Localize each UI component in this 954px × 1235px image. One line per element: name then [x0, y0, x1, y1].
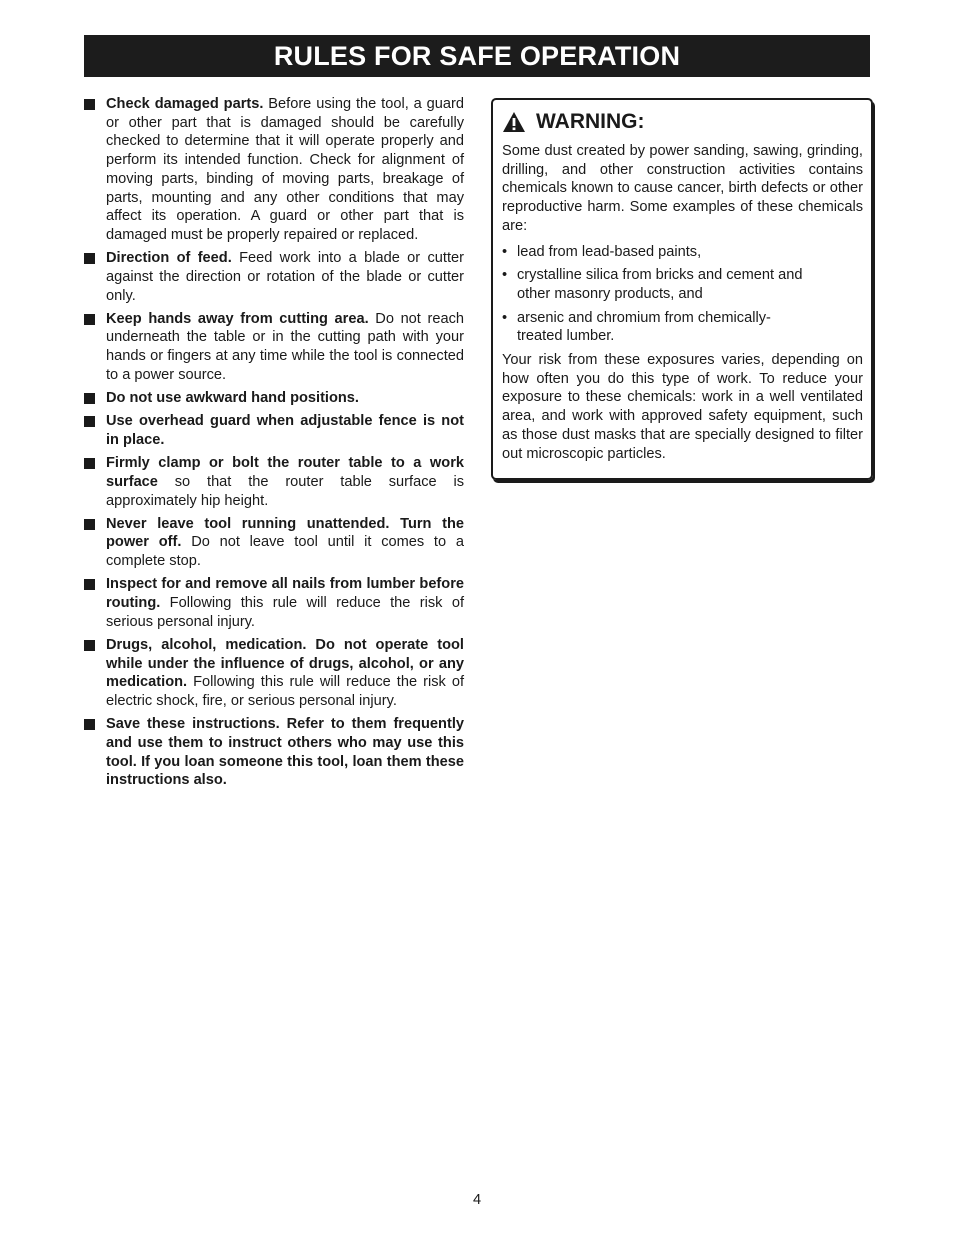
rule-lead: Check damaged parts. [106, 96, 264, 112]
warning-box [491, 98, 873, 480]
bullet-dot-icon: • [502, 309, 508, 326]
page-title: RULES FOR SAFE OPERATION [273, 40, 681, 71]
rule-lead: Do not use awkward hand positions. [106, 390, 359, 407]
square-bullet-icon [84, 640, 95, 651]
warning-list-item [502, 309, 863, 346]
rule-text [106, 636, 464, 711]
rule-body: Following this rule will reduce the risk of serious personal injury. [106, 595, 464, 630]
rule-item [84, 412, 464, 449]
square-bullet-icon [84, 416, 95, 427]
safety-rules-list [84, 95, 464, 795]
rule-item [84, 636, 464, 711]
rule-item [84, 95, 464, 245]
rule-body: Do not reach underneath the table or in the cutting path with your hands or fingers at any time while the tool is connected to a power source. [106, 310, 464, 383]
rule-lead: Drugs, alcohol, medication. Do not operate tool while under the influence of drugs, alcohol, or any medication. [106, 636, 464, 691]
rule-body: Do not leave tool until it comes to a complete stop. [106, 534, 464, 570]
square-bullet-icon [84, 458, 95, 469]
rule-item [84, 575, 464, 631]
rule-lead: Keep hands away from cutting area. [106, 310, 369, 327]
warning-title: WARNING: [536, 110, 645, 133]
warning-triangle-icon [502, 111, 526, 133]
rule-text [106, 412, 464, 449]
bullet-dot-icon: • [502, 243, 508, 260]
rule-item [84, 515, 464, 571]
rule-text [106, 575, 464, 631]
rule-lead: Firmly clamp or bolt the router table to a work surface [106, 455, 464, 490]
rule-lead: Direction of feed. [106, 250, 232, 267]
rule-text [106, 95, 464, 245]
bullet-dot-icon: • [502, 267, 508, 284]
rule-item [84, 249, 464, 305]
warning-intro: Some dust created by power sanding, sawing, grinding, drilling, and other construction activities contains chemicals known to cause cancer, birth defects or other reproductive harm. Some examples of these chemicals are: [502, 143, 863, 234]
rule-item [84, 310, 464, 385]
square-bullet-icon [84, 719, 95, 730]
rule-text [106, 515, 464, 571]
rule-lead: Inspect for and remove all nails from lumber before routing. [106, 576, 464, 612]
rule-body: Following this rule will reduce the risk of electric shock, fire, or serious personal injury. [106, 674, 464, 710]
square-bullet-icon [84, 579, 95, 590]
page-number: 4 [472, 1192, 482, 1208]
square-bullet-icon [84, 314, 95, 325]
rule-body: so that the router table surface is approximately hip height. [106, 473, 464, 509]
page-title-bar [84, 35, 870, 77]
rule-text [106, 715, 464, 790]
warning-list-item [502, 266, 863, 303]
rule-lead: Never leave tool running unattended. Turn the power off. [106, 515, 464, 551]
rule-lead: Save these instructions. Refer to them frequently and use them to instruct others who may use this tool. If you loan someone this tool, loan them these instructions also. [106, 716, 464, 789]
rule-body: Before using the tool, a guard or other part that is damaged should be carefully checked to determine that it will operate properly and perform its intended function. Check for alignment of moving parts, binding of moving parts, breakage of parts, mounting and any other conditions that may affect its operation. A guard or other part that is damaged must be properly repaired or replaced. [106, 96, 464, 243]
square-bullet-icon [84, 393, 95, 404]
rule-item [84, 454, 464, 510]
warning-item-text: arsenic and chromium from chemically-treated lumber. [517, 309, 771, 345]
rule-text [106, 310, 464, 385]
rule-item [84, 715, 464, 790]
warning-item-text: lead from lead-based paints, [517, 243, 702, 260]
square-bullet-icon [84, 253, 95, 264]
warning-list-item [502, 243, 863, 262]
warning-heading [502, 110, 863, 134]
warning-item-text: crystalline silica from bricks and cement and other masonry products, and [517, 267, 803, 302]
square-bullet-icon [84, 519, 95, 530]
square-bullet-icon [84, 99, 95, 110]
rule-text [106, 454, 464, 510]
warning-closing: Your risk from these exposures varies, depending on how often you do this type of work. To reduce your exposure to these chemicals: work in a well ventilated area, and work with approved safety equipment, such as those dust masks that are specially designed to filter out microscopic particles. [502, 352, 863, 462]
rule-item [84, 389, 464, 408]
rule-text [106, 389, 464, 408]
rule-lead: Use overhead guard when adjustable fence is not in place. [106, 413, 464, 448]
rule-text [106, 249, 464, 305]
rule-body: Feed work into a blade or cutter against the direction or rotation of the blade or cutter only. [106, 250, 464, 304]
